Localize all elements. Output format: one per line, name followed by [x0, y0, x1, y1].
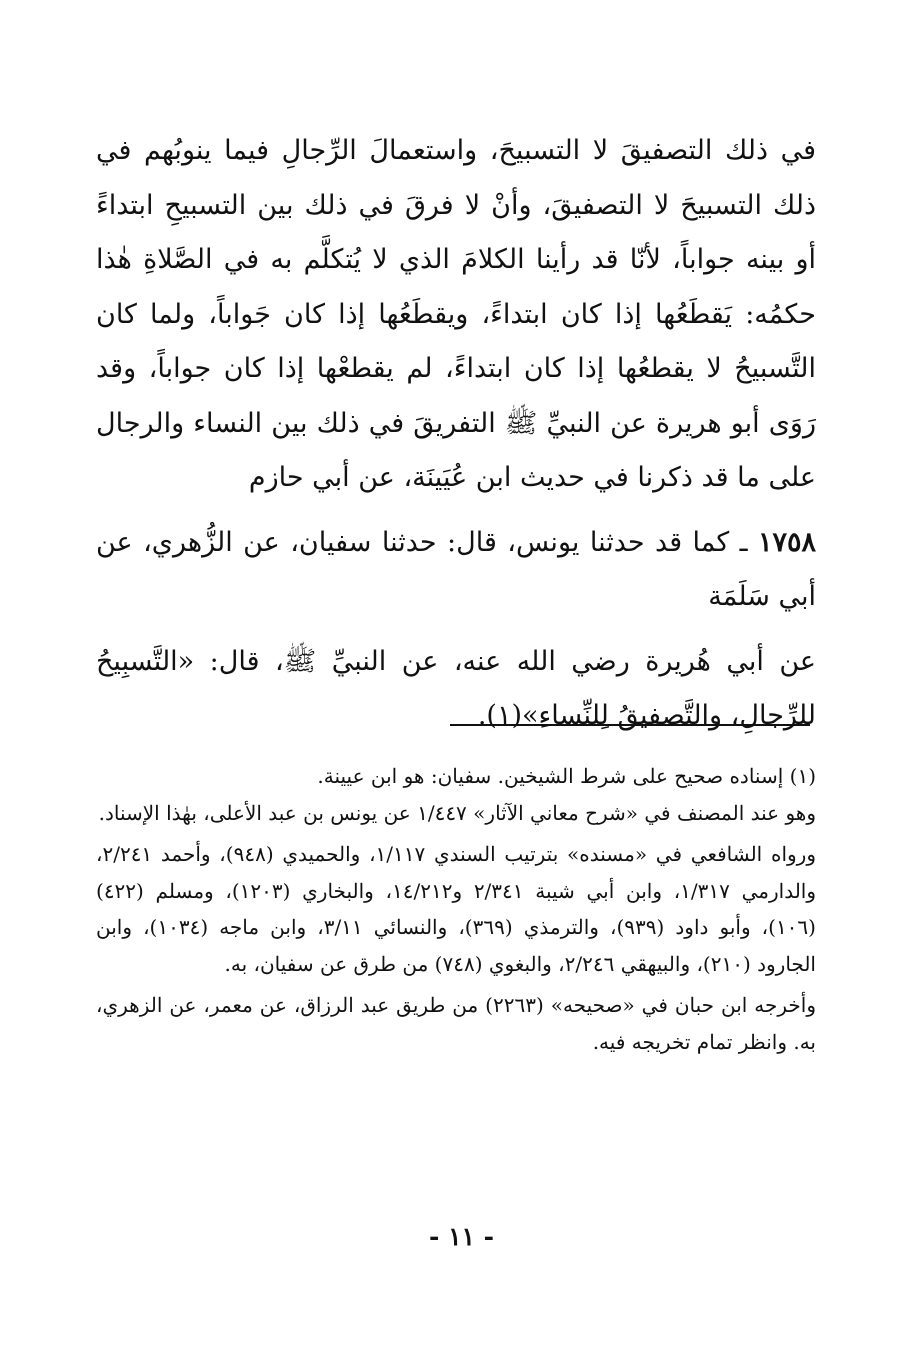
main-text: [96, 124, 816, 744]
footnote-separator: [450, 724, 810, 726]
hadith-isnad: [96, 516, 816, 625]
footnote-line: ورواه الشافعي في «مسنده» بترتيب السندي ١/١١٧، والحميدي (٩٤٨)، وأحمد ٢/٢٤١، والدارمي ١/٣١٧، وابن أبي شيبة ٢/٣٤١ و١٤/٢١٢، والبخاري (١٢٠٣)، ومسلم (٤٢٢) (١٠٦)، وأبو داود (٩٣٩)، والترمذي (٣٦٩)، والنسائي ٣/١١، وابن ماجه (١٠٣٤)، وابن الجارود (٢١٠)، والبيهقي ٢/٢٤٦، والبغوي (٧٤٨) من طرق عن سفيان، به.: [96, 842, 817, 976]
page-number: - ١١ -: [428, 1222, 495, 1251]
footnote-line: (١) إسناده صحيح على شرط الشيخين. سفيان: هو ابن عيينة.: [317, 764, 816, 788]
footnote-line: وهو عند المصنف في «شرح معاني الآثار» ١/٤٤٧ عن يونس بن عبد الأعلى، بهٰذا الإسناد.: [98, 800, 816, 825]
hadith-chain: ـ كما قد حدثنا يونس، قال: حدثنا سفيان، عن الزُّهري، عن أبي سَلَمَة: [96, 526, 816, 612]
commentary-paragraph: في ذلك التصفيقَ لا التسبيحَ، واستعمالَ الرِّجالِ فيما ينوبُهم في ذلك التسبيحَ لا التصفيقَ، وأنْ لا فرقَ في ذلك بين التسبيحِ ابتداءً أو بينه جواباً، لأنّا قد رأينا الكلامَ الذي لا يُتكلَّم به في الصَّلاةِ هٰذا حكمُه: يَقطَعُها إذا كان ابتداءً، ويقطَعُها إذا كان جَواباً، ولما كان التَّسبيحُ لا يقطعُها إذا كان ابتداءً، لم يقطعْها إذا كان جواباً، وقد رَوَى أبو هريرة عن النبيِّ ﷺ التفريقَ في ذلك بين النساء والرجال على ما قد ذكرنا في حديث ابن عُيَينَة، عن أبي حازم: [96, 135, 816, 493]
hadith-matn: عن أبي هُريرة رضي الله عنه، عن النبيِّ ﷺ، قال: «التَّسبِيحُ للرِّجالِ، والتَّصفيقُ لِلنِّساءِ»(١).: [96, 645, 816, 731]
hadith-number: ١٧٥٨: [757, 526, 816, 558]
footnote-line: وأخرجه ابن حبان في «صحيحه» (٢٢٦٣) من طريق عبد الرزاق، عن معمر، عن الزهري، به. وانظر تمام تخريجه فيه.: [96, 993, 816, 1054]
footnotes: [96, 758, 816, 1060]
